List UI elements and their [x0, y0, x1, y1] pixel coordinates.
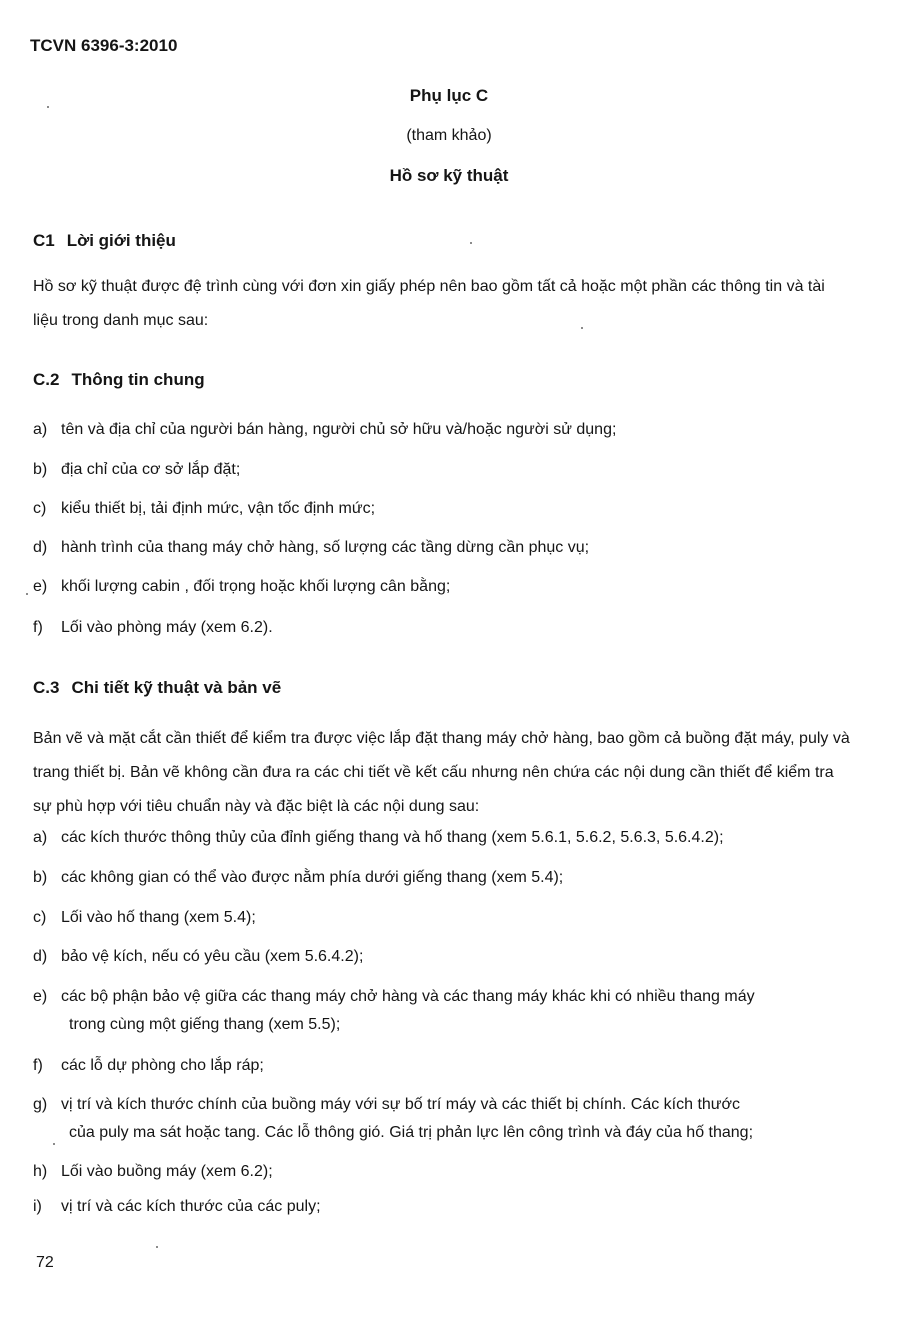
list-item	[33, 1163, 863, 1181]
scan-speck	[470, 242, 472, 244]
section-number: C.3	[33, 678, 60, 697]
list-item-label: f)	[33, 1057, 43, 1074]
list-item	[33, 909, 863, 927]
list-item-label: d)	[33, 948, 48, 965]
list-item-text: vị trí và các kích thước của các puly;	[61, 1198, 321, 1215]
list-item-text: hành trình của thang máy chở hàng, số lượng các tầng dừng cần phục vụ;	[61, 539, 590, 556]
list-item-label: d)	[33, 539, 48, 556]
section-c1-heading	[33, 231, 176, 251]
list-item	[33, 619, 863, 637]
scan-speck	[53, 1143, 55, 1145]
list-item	[33, 829, 863, 847]
scan-speck	[156, 1246, 158, 1248]
standard-code: TCVN 6396-3:2010	[30, 36, 178, 55]
section-title: Chi tiết kỹ thuật và bản vẽ	[71, 678, 282, 697]
list-item-label: b)	[33, 461, 48, 478]
list-item	[33, 1096, 863, 1142]
annex-subtitle: (tham khảo)	[406, 127, 492, 144]
scan-speck	[581, 327, 583, 329]
scan-speck	[47, 106, 49, 108]
list-item-continuation: của puly ma sát hoặc tang. Các lỗ thông gió. Giá trị phản lực lên công trình và đáy của hố thang;	[69, 1124, 754, 1141]
annex-heading: Hồ sơ kỹ thuật	[389, 166, 509, 185]
list-item-text: bảo vệ kích, nếu có yêu cầu (xem 5.6.4.2);	[61, 948, 364, 965]
list-item-text: tên và địa chỉ của người bán hàng, người chủ sở hữu và/hoặc người sử dụng;	[61, 421, 617, 438]
list-item-continuation: trong cùng một giếng thang (xem 5.5);	[69, 1016, 341, 1033]
list-item-text: các lỗ dự phòng cho lắp ráp;	[61, 1057, 264, 1074]
list-item-label: h)	[33, 1163, 48, 1180]
list-item-label: a)	[33, 829, 48, 846]
section-number: C1	[33, 231, 55, 250]
list-item-text: vị trí và kích thước chính của buồng máy với sự bố trí máy và các thiết bị chính. Các kích thước	[61, 1096, 740, 1113]
list-item-label: c)	[33, 500, 47, 517]
section-c2-heading	[33, 370, 205, 390]
section-c3-heading	[33, 678, 281, 698]
list-item-label: e)	[33, 988, 48, 1005]
list-item	[33, 578, 863, 596]
list-item-label: a)	[33, 421, 48, 438]
list-item-text: các kích thước thông thủy của đỉnh giếng thang và hố thang (xem 5.6.1, 5.6.2, 5.6.3, 5.6.4.2);	[61, 829, 724, 846]
list-item	[33, 461, 863, 479]
list-item	[33, 500, 863, 518]
list-item-text: kiểu thiết bị, tải định mức, vận tốc định mức;	[61, 500, 376, 517]
section-c1-paragraph: Hồ sơ kỹ thuật được đệ trình cùng với đơn xin giấy phép nên bao gồm tất cả hoặc một phần các thông tin và tài liệu trong danh mục sau:	[33, 278, 825, 329]
section-title: Thông tin chung	[71, 370, 205, 389]
list-item	[33, 948, 863, 966]
list-item-label: b)	[33, 869, 48, 886]
page-number: 72	[36, 1254, 54, 1271]
list-item-label: e)	[33, 578, 48, 595]
section-number: C.2	[33, 370, 60, 389]
annex-title: Phụ lục C	[409, 86, 489, 105]
list-item	[33, 988, 863, 1034]
list-item-label: c)	[33, 909, 47, 926]
list-item-text: Lối vào phòng máy (xem 6.2).	[61, 619, 273, 636]
list-item	[33, 1198, 863, 1216]
scan-speck	[26, 593, 28, 595]
list-item	[33, 421, 863, 439]
list-item	[33, 539, 863, 557]
list-item-text: Lối vào hố thang (xem 5.4);	[61, 909, 256, 926]
list-item-text: các bộ phận bảo vệ giữa các thang máy chở hàng và các thang máy khác khi có nhiều thang máy	[61, 988, 755, 1005]
list-item-text: Lối vào buồng máy (xem 6.2);	[61, 1163, 273, 1180]
list-item-text: địa chỉ của cơ sở lắp đặt;	[61, 461, 241, 478]
section-title: Lời giới thiệu	[66, 231, 176, 250]
list-item-label: i)	[33, 1198, 42, 1215]
list-item-label: f)	[33, 619, 43, 636]
list-item	[33, 1057, 863, 1075]
section-c3-paragraph: Bản vẽ và mặt cắt cần thiết để kiểm tra được việc lắp đặt thang máy chở hàng, bao gồm cả buồng đặt máy, puly và trang thiết bị. Bản vẽ không cần đưa ra các chi tiết về kết cấu nhưng nên chứa các nội dung cần thiết để kiểm tra sự phù hợp với tiêu chuẩn này và đặc biệt là các nội dung sau:	[33, 730, 850, 815]
list-item-text: khối lượng cabin , đối trọng hoặc khối lượng cân bằng;	[61, 578, 451, 595]
list-item-text: các không gian có thể vào được nằm phía dưới giếng thang (xem 5.4);	[61, 869, 564, 886]
list-item	[33, 869, 863, 887]
list-item-label: g)	[33, 1096, 48, 1113]
